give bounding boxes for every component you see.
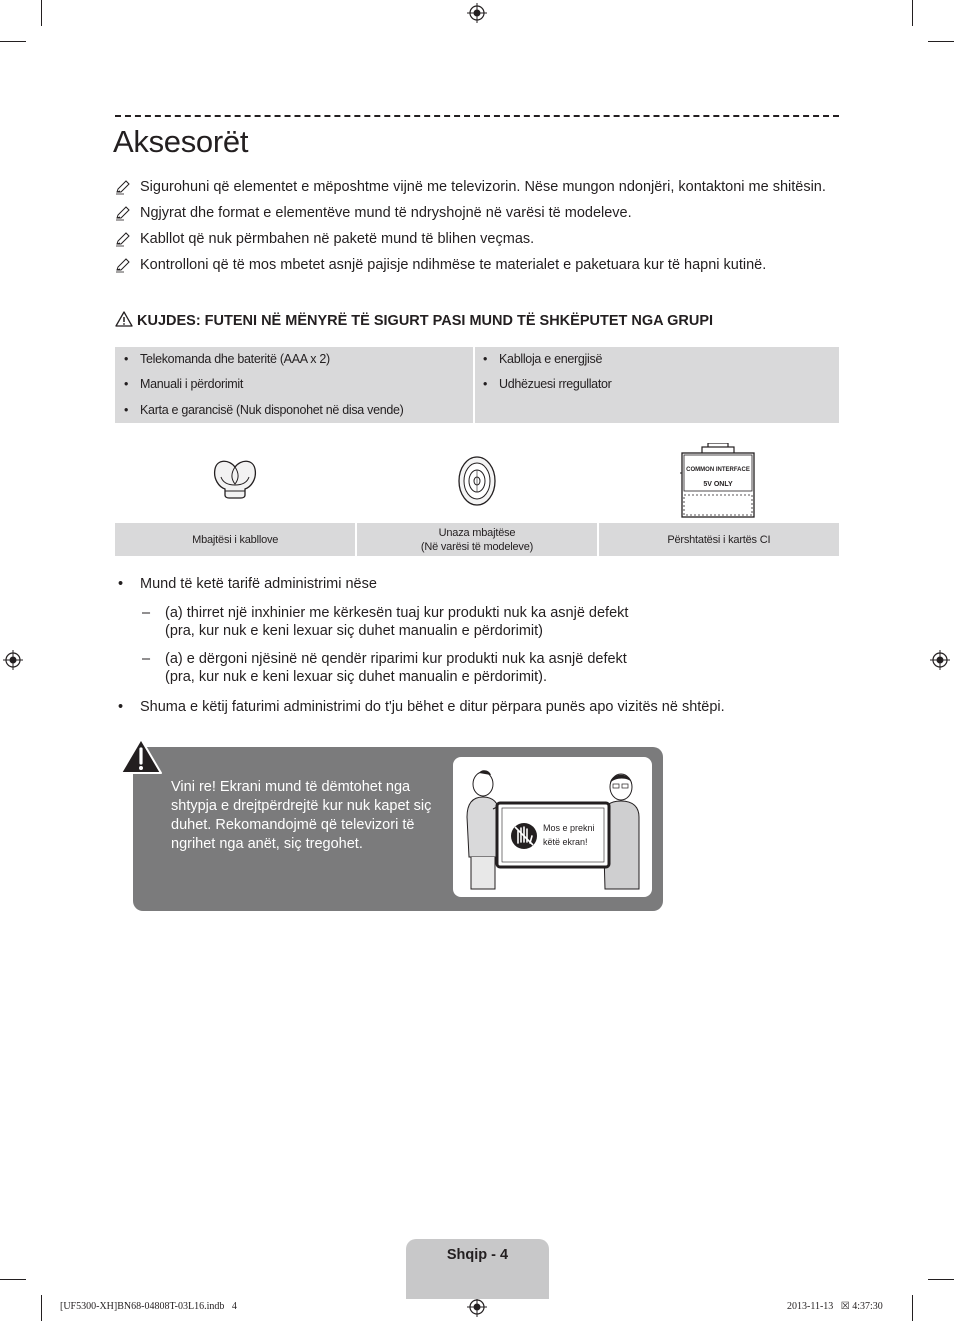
crop-mark (41, 0, 42, 26)
tv-handling-illustration (453, 757, 652, 897)
note-item (115, 256, 839, 275)
crop-mark (912, 1295, 913, 1321)
note-item (115, 178, 839, 197)
crop-mark (928, 1279, 954, 1280)
caption-cable-holder: Mbajtësi i kabllove (192, 533, 279, 546)
accessory-item: • Manuali i përdorimit (115, 372, 473, 397)
crop-mark (0, 1279, 26, 1280)
ci-card-adapter (680, 443, 756, 519)
section-rule (115, 115, 839, 117)
ci-card-label-2: 5V ONLY (703, 481, 733, 488)
accessories-right-column (474, 347, 839, 423)
warning-text: Vini re! Ekrani mund të dëmtohet nga shtypja e drejtpërdrejtë kur nuk kapet siç duhet. Rekomandojmë që televizori të ngrihet nga anët, siç tregohet. (171, 779, 432, 852)
warning-triangle-icon (119, 737, 163, 775)
bullet-item: • Shuma e këtij faturimi administrimi do t'ju bëhet e ditur përpara punës apo vizitës në shtëpi. (115, 698, 839, 717)
dash-text: (a) e dërgoni njësinë në qendër riparimi kur produkti nuk ka asnjë defekt (165, 651, 627, 667)
holder-ring-icon (455, 455, 499, 507)
dash-marker: – (142, 651, 151, 667)
note-text: Ngjyrat dhe format e elementëve mund të ndryshojnë në varësi të modeleve. (140, 205, 632, 221)
accessory-captions (115, 523, 839, 556)
crop-mark (0, 41, 26, 42)
accessory-item: • Telekomanda dhe bateritë (AAA x 2) (115, 347, 473, 372)
dash-marker: – (142, 605, 151, 621)
registration-mark-icon (3, 650, 23, 670)
dash-text: (pra, kur nuk e keni lexuar siç duhet manualin e përdorimit) (165, 623, 543, 639)
tv-screen-label-1: Mos e prekni (543, 823, 595, 833)
pencil-note-icon (115, 205, 131, 221)
registration-mark-icon (930, 650, 950, 670)
notes-list (115, 178, 839, 282)
note-text: Kontrolloni që të mos mbetet asnjë pajisje ndihmëse te materialet e paketuara kur të hapni kutinë. (140, 257, 767, 273)
page-number-label: Shqip - 4 (446, 1247, 509, 1263)
footer-file-name: [UF5300-XH]BN68-04808T-03L16.indb 4 (60, 1301, 237, 1312)
registration-mark-icon (467, 3, 487, 23)
note-text: Kabllot që nuk përmbahen në paketë mund të blihen veçmas. (140, 231, 535, 247)
ci-card-label-1: COMMON INTERFACE (686, 467, 750, 473)
accessories-box (115, 347, 839, 423)
page-title: Aksesorët (113, 124, 249, 159)
pencil-note-icon (115, 179, 131, 195)
accessory-images (115, 433, 839, 523)
caption-ci-adapter: Përshtatësi i kartës CI (597, 523, 839, 556)
caution-line (115, 311, 839, 331)
accessory-item: • Kabllоja e energjisë (474, 347, 839, 372)
caption-ring-line: (Në varësi të modeleve) (420, 540, 534, 553)
accessory-item: • Udhëzuesi rregullator (474, 372, 839, 397)
fee-bullets (115, 575, 839, 717)
pencil-note-icon (115, 257, 131, 273)
caption-holder-ring (355, 523, 596, 556)
accessory-item: • Karta e garancisë (Nuk disponohet në disa vende) (115, 398, 473, 423)
tv-screen-label-2: këtë ekran! (543, 837, 588, 847)
dash-text: (pra, kur nuk e keni lexuar siç duhet manualin e përdorimit). (165, 669, 548, 685)
note-item (115, 204, 839, 223)
cable-holder-icon (211, 457, 259, 501)
caption-ring-line: Unaza mbajtëse (438, 526, 516, 539)
warning-triangle-icon (115, 311, 133, 327)
note-text: Sigurohuni që elementet e mëposhtme vijnë me televizorin. Nëse mungon ndonjëri, kontaktoni me shitësin. (140, 179, 826, 195)
dash-item (115, 650, 839, 686)
crop-mark (928, 41, 954, 42)
accessories-left-column (115, 347, 473, 423)
crop-mark (912, 0, 913, 26)
caution-text: KUJDES: FUTENI NË MËNYRË TË SIGURT PASI MUND TË SHKËPUTET NGA GRUPI (137, 313, 714, 329)
bullet-item: • Mund të ketë tarifë administrimi nëse (115, 575, 839, 594)
footer-timestamp: 2013-11-13 ☒ 4:37:30 (787, 1301, 883, 1312)
pencil-note-icon (115, 231, 131, 247)
dash-item (115, 604, 839, 640)
dash-text: (a) thirret një inxhinier me kërkesën tuaj kur produkti nuk ka asnjë defekt (165, 605, 629, 621)
registration-mark-icon (467, 1297, 487, 1317)
note-item (115, 230, 839, 249)
crop-mark (41, 1295, 42, 1321)
